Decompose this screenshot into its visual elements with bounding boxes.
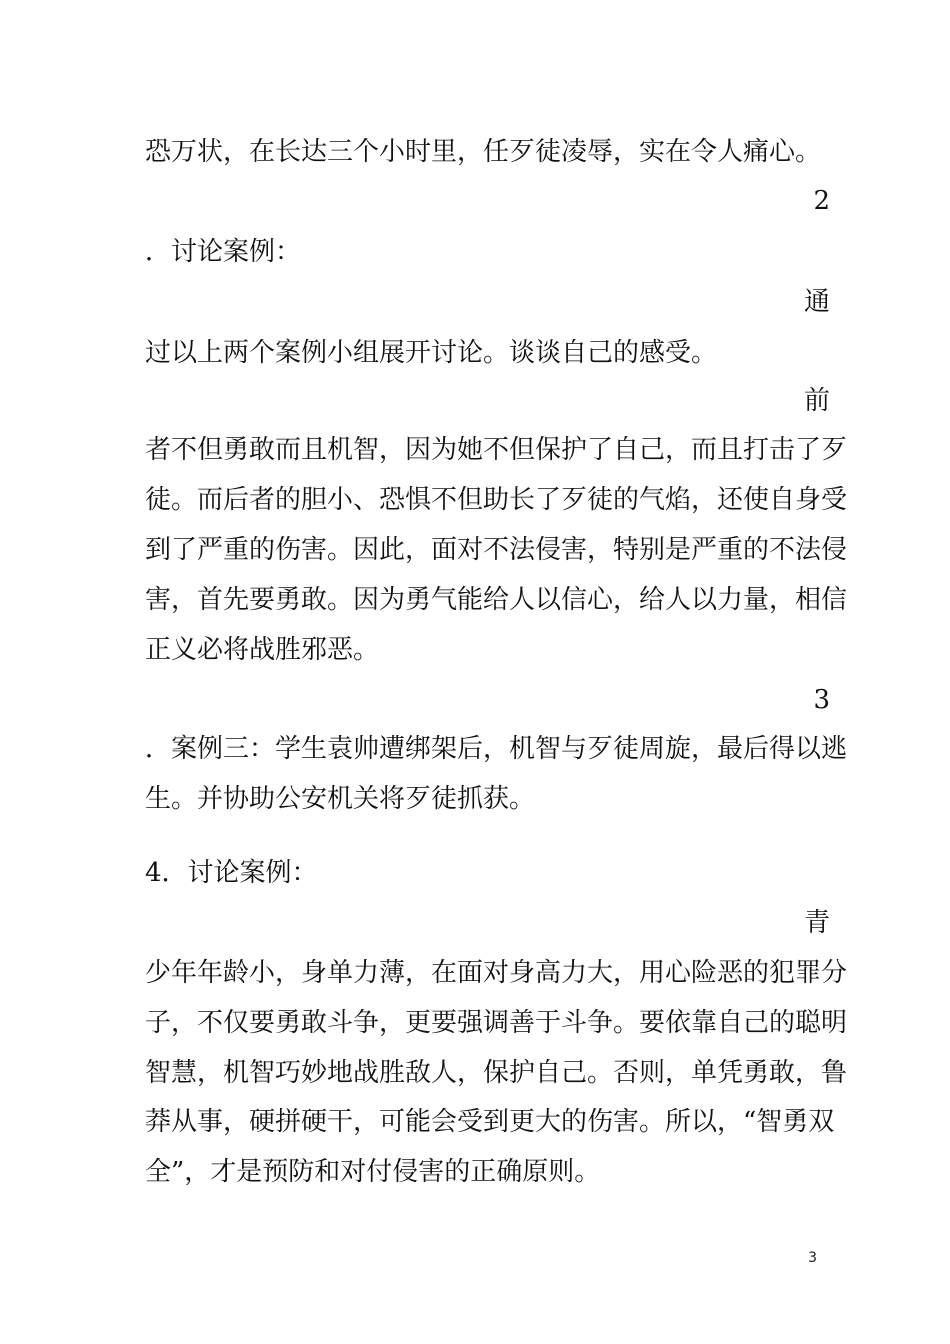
text-line: 子，不仅要勇敢斗争，更要强调善于斗争。要依靠自己的聪明 (145, 1008, 848, 1038)
item-number: 3 (813, 685, 830, 715)
text-line: 全”，才是预防和对付侵害的正确原则。 (145, 1157, 601, 1187)
item-number: 2 (813, 186, 830, 216)
text-line: 智慧，机智巧妙地战胜敌人，保护自己。否则，单凭勇敢，鲁 (145, 1058, 848, 1088)
text-line: 少年年龄小，身单力薄，在面对身高力大，用心险恶的犯罪分 (145, 958, 848, 988)
text-line: 徒。而后者的胆小、恐惧不但助长了歹徒的气焰，还使自身受 (145, 485, 848, 515)
text-line: 害，首先要勇敢。因为勇气能给人以信心，给人以力量，相信 (145, 585, 848, 615)
text-line: 正义必将战胜邪恶。 (145, 635, 380, 665)
text-line: 莽从事，硬拼硬干，可能会受到更大的伤害。所以，“智勇双 (145, 1107, 835, 1137)
text-line: 前 (803, 386, 830, 416)
text-line: 青 (803, 908, 830, 938)
text-line: 4．讨论案例： (145, 858, 318, 888)
text-line: 过以上两个案例小组展开讨论。谈谈自己的感受。 (145, 338, 718, 368)
text-line: 生。并协助公安机关将歹徒抓获。 (145, 784, 536, 814)
text-line: 到了严重的伤害。因此，面对不法侵害，特别是严重的不法侵 (145, 535, 848, 565)
page-number: 3 (808, 1250, 817, 1266)
text-line: 恐万状，在长达三个小时里，任歹徒凌辱，实在令人痛心。 (145, 137, 822, 167)
text-line: 者不但勇敢而且机智，因为她不但保护了自己，而且打击了歹 (145, 435, 848, 465)
text-line: ．案例三：学生袁帅遭绑架后，机智与歹徒周旋，最后得以逃 (145, 734, 848, 764)
text-line: 通 (803, 287, 830, 317)
text-line: ．讨论案例： (145, 237, 302, 267)
